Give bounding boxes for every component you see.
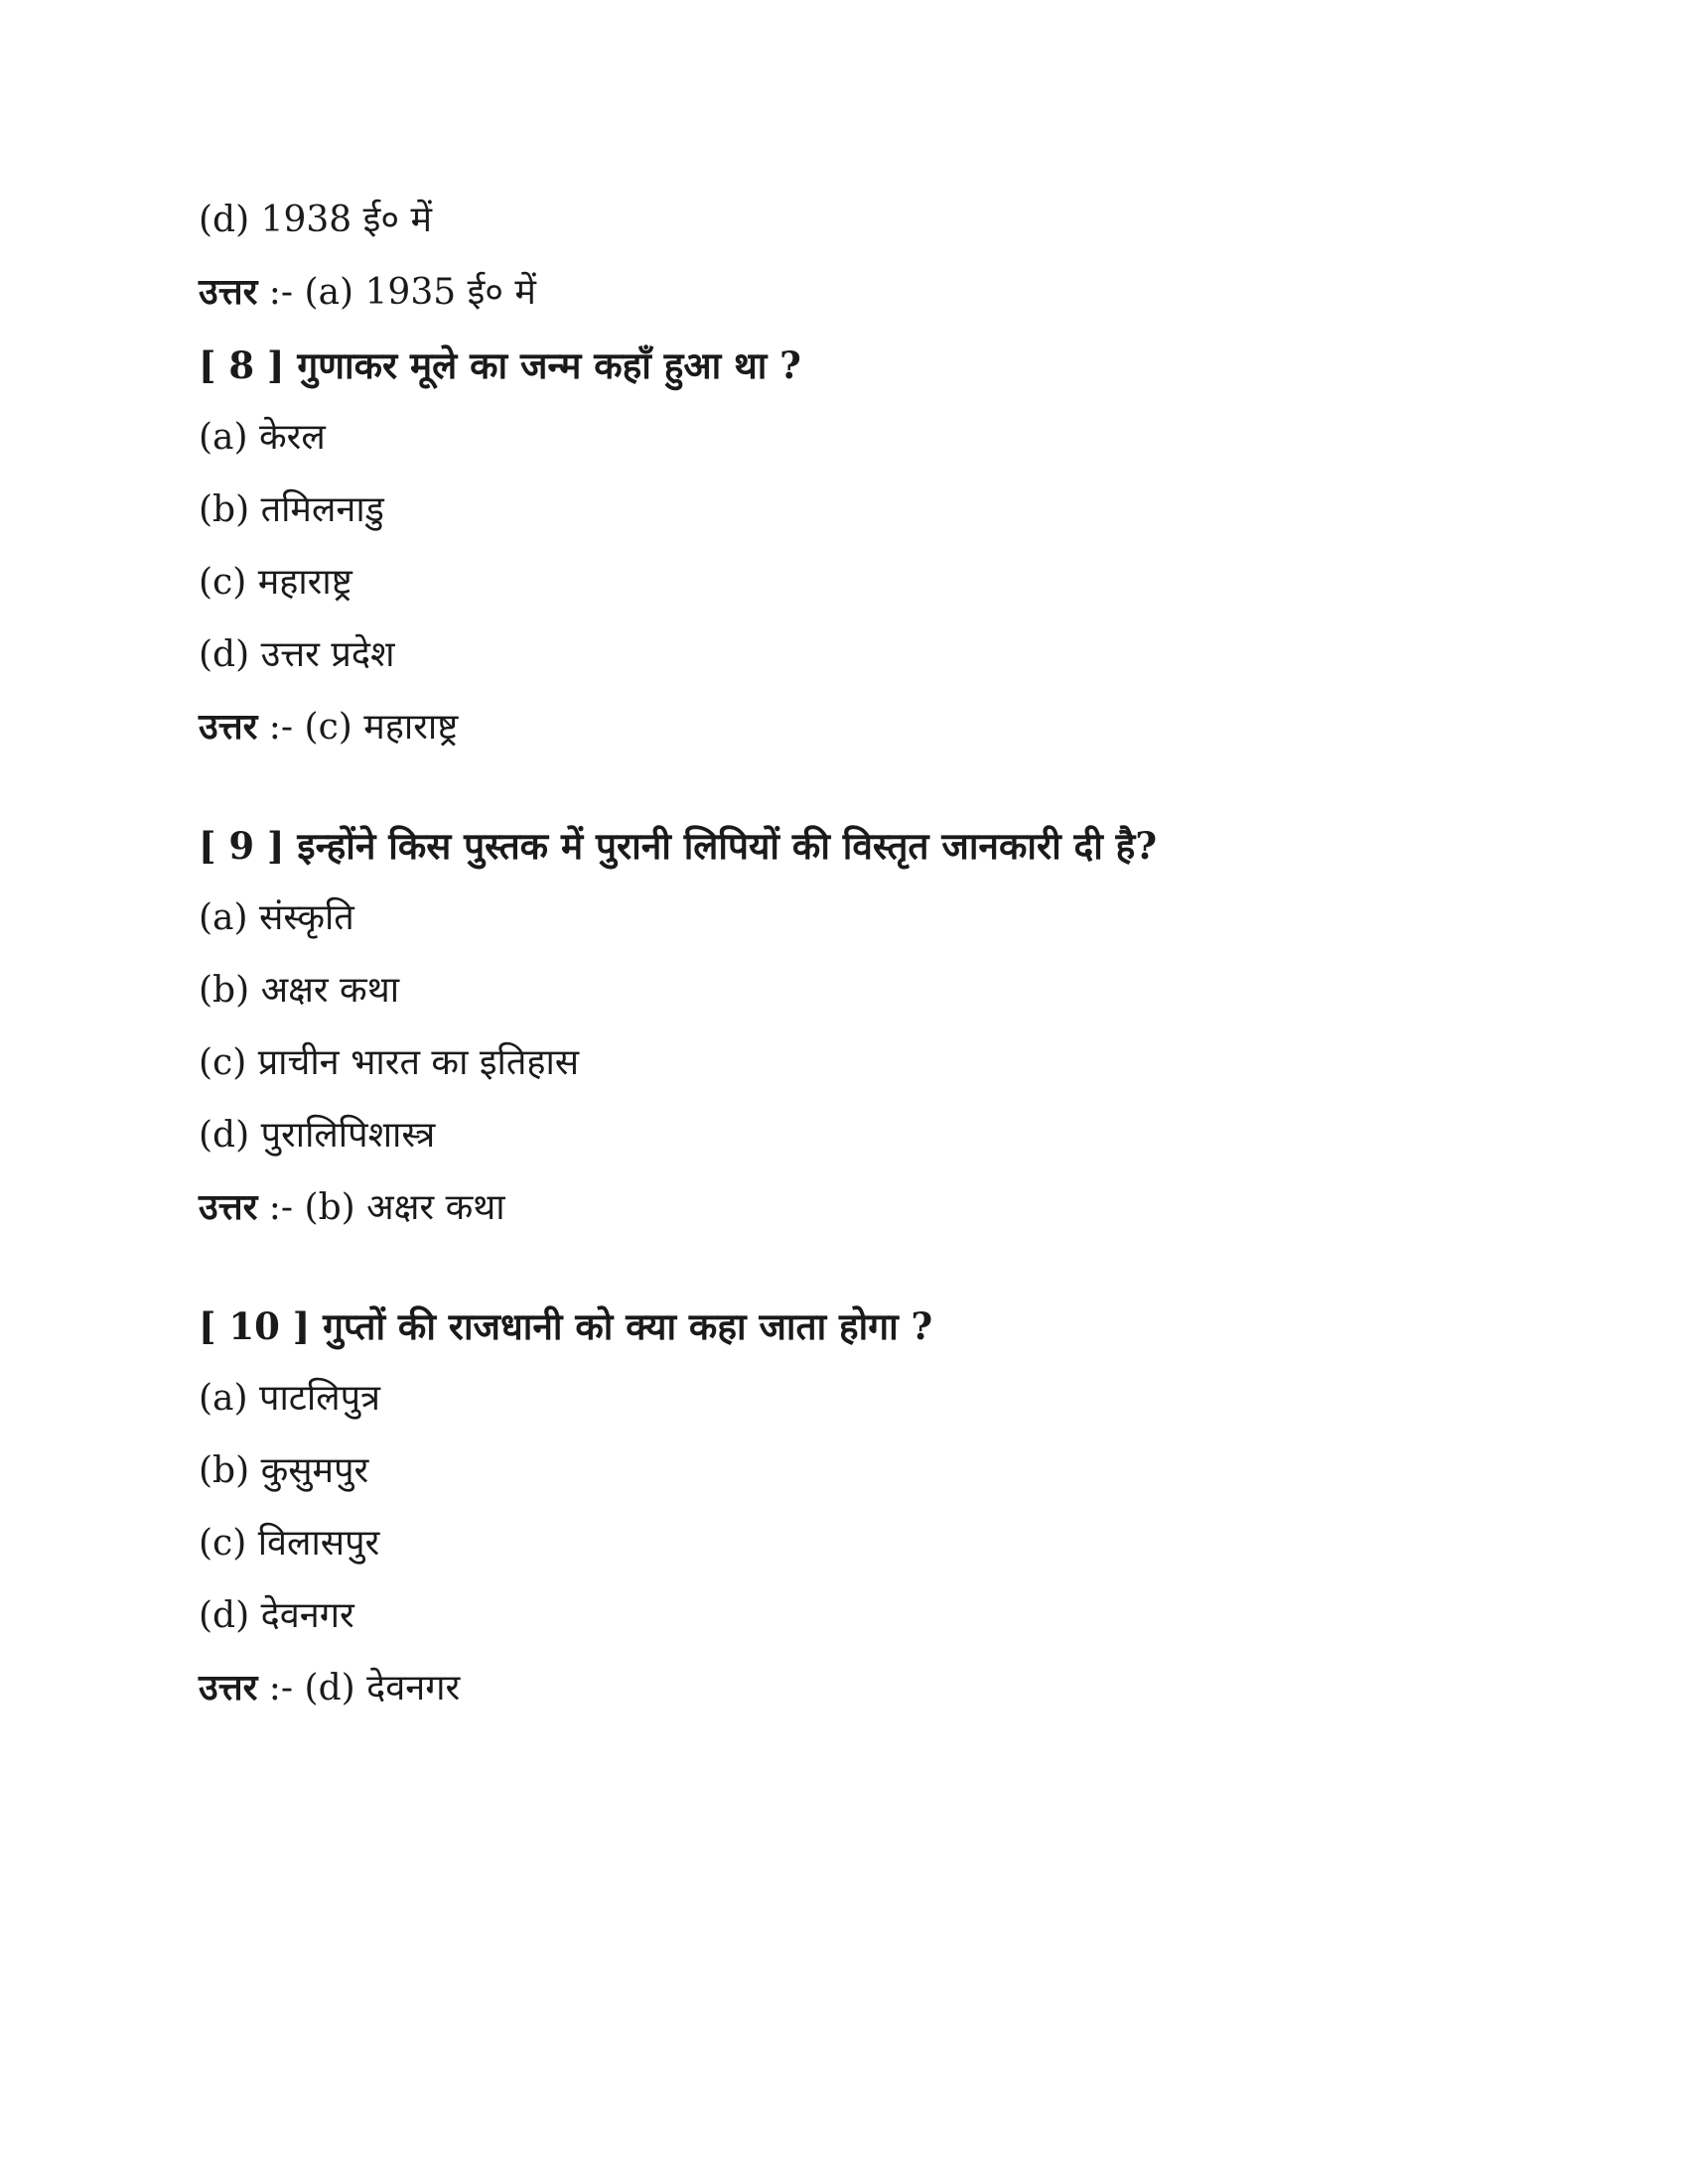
q8-answer-line	[199, 706, 458, 749]
answer-separator: :-	[268, 272, 294, 313]
q10-option-a: (a) पाटलिपुत्र	[199, 1378, 380, 1419]
prev-answer-line	[199, 271, 536, 314]
q10-answer-line	[199, 1667, 460, 1709]
answer-value: (d) देवनगर	[304, 1668, 461, 1708]
answer-value: (a) 1935 ई० में	[304, 272, 536, 313]
q9-option-c: (c) प्राचीन भारत का इतिहास	[199, 1042, 580, 1083]
answer-label: उत्तर	[199, 1667, 258, 1708]
question-10: [ 10 ] गुप्तों की राजधानी को क्या कहा जाता होगा ?	[199, 1304, 933, 1348]
answer-value: (c) महाराष्ट्र	[304, 707, 459, 748]
q8-option-d: (d) उत्तर प्रदेश	[199, 634, 395, 675]
question-8: [ 8 ] गुणाकर मूले का जन्म कहाँ हुआ था ?	[199, 343, 801, 387]
q8-option-b: (b) तमिलनाडु	[199, 489, 384, 530]
q10-option-c: (c) विलासपुर	[199, 1523, 380, 1564]
q9-option-a: (a) संस्कृति	[199, 897, 354, 938]
q8-option-c: (c) महाराष्ट्र	[199, 562, 352, 603]
question-9: [ 9 ] इन्होंने किस पुस्तक में पुरानी लिपियों की विस्तृत जानकारी दी है?	[199, 824, 1157, 868]
answer-label: उत्तर	[199, 271, 258, 313]
answer-separator: :-	[268, 1668, 294, 1708]
q9-option-b: (b) अक्षर कथा	[199, 970, 400, 1011]
q9-answer-line	[199, 1186, 505, 1229]
answer-value: (b) अक्षर कथा	[304, 1187, 505, 1228]
q8-option-a: (a) केरल	[199, 417, 326, 458]
answer-separator: :-	[268, 1187, 294, 1228]
q10-option-b: (b) कुसुमपुर	[199, 1450, 369, 1491]
prev-option-d: (d) 1938 ई० में	[199, 200, 433, 240]
answer-label: उत्तर	[199, 706, 258, 748]
q9-option-d: (d) पुरालिपिशास्त्र	[199, 1115, 436, 1156]
answer-label: उत्तर	[199, 1186, 258, 1228]
q10-option-d: (d) देवनगर	[199, 1595, 354, 1636]
answer-separator: :-	[268, 707, 294, 748]
